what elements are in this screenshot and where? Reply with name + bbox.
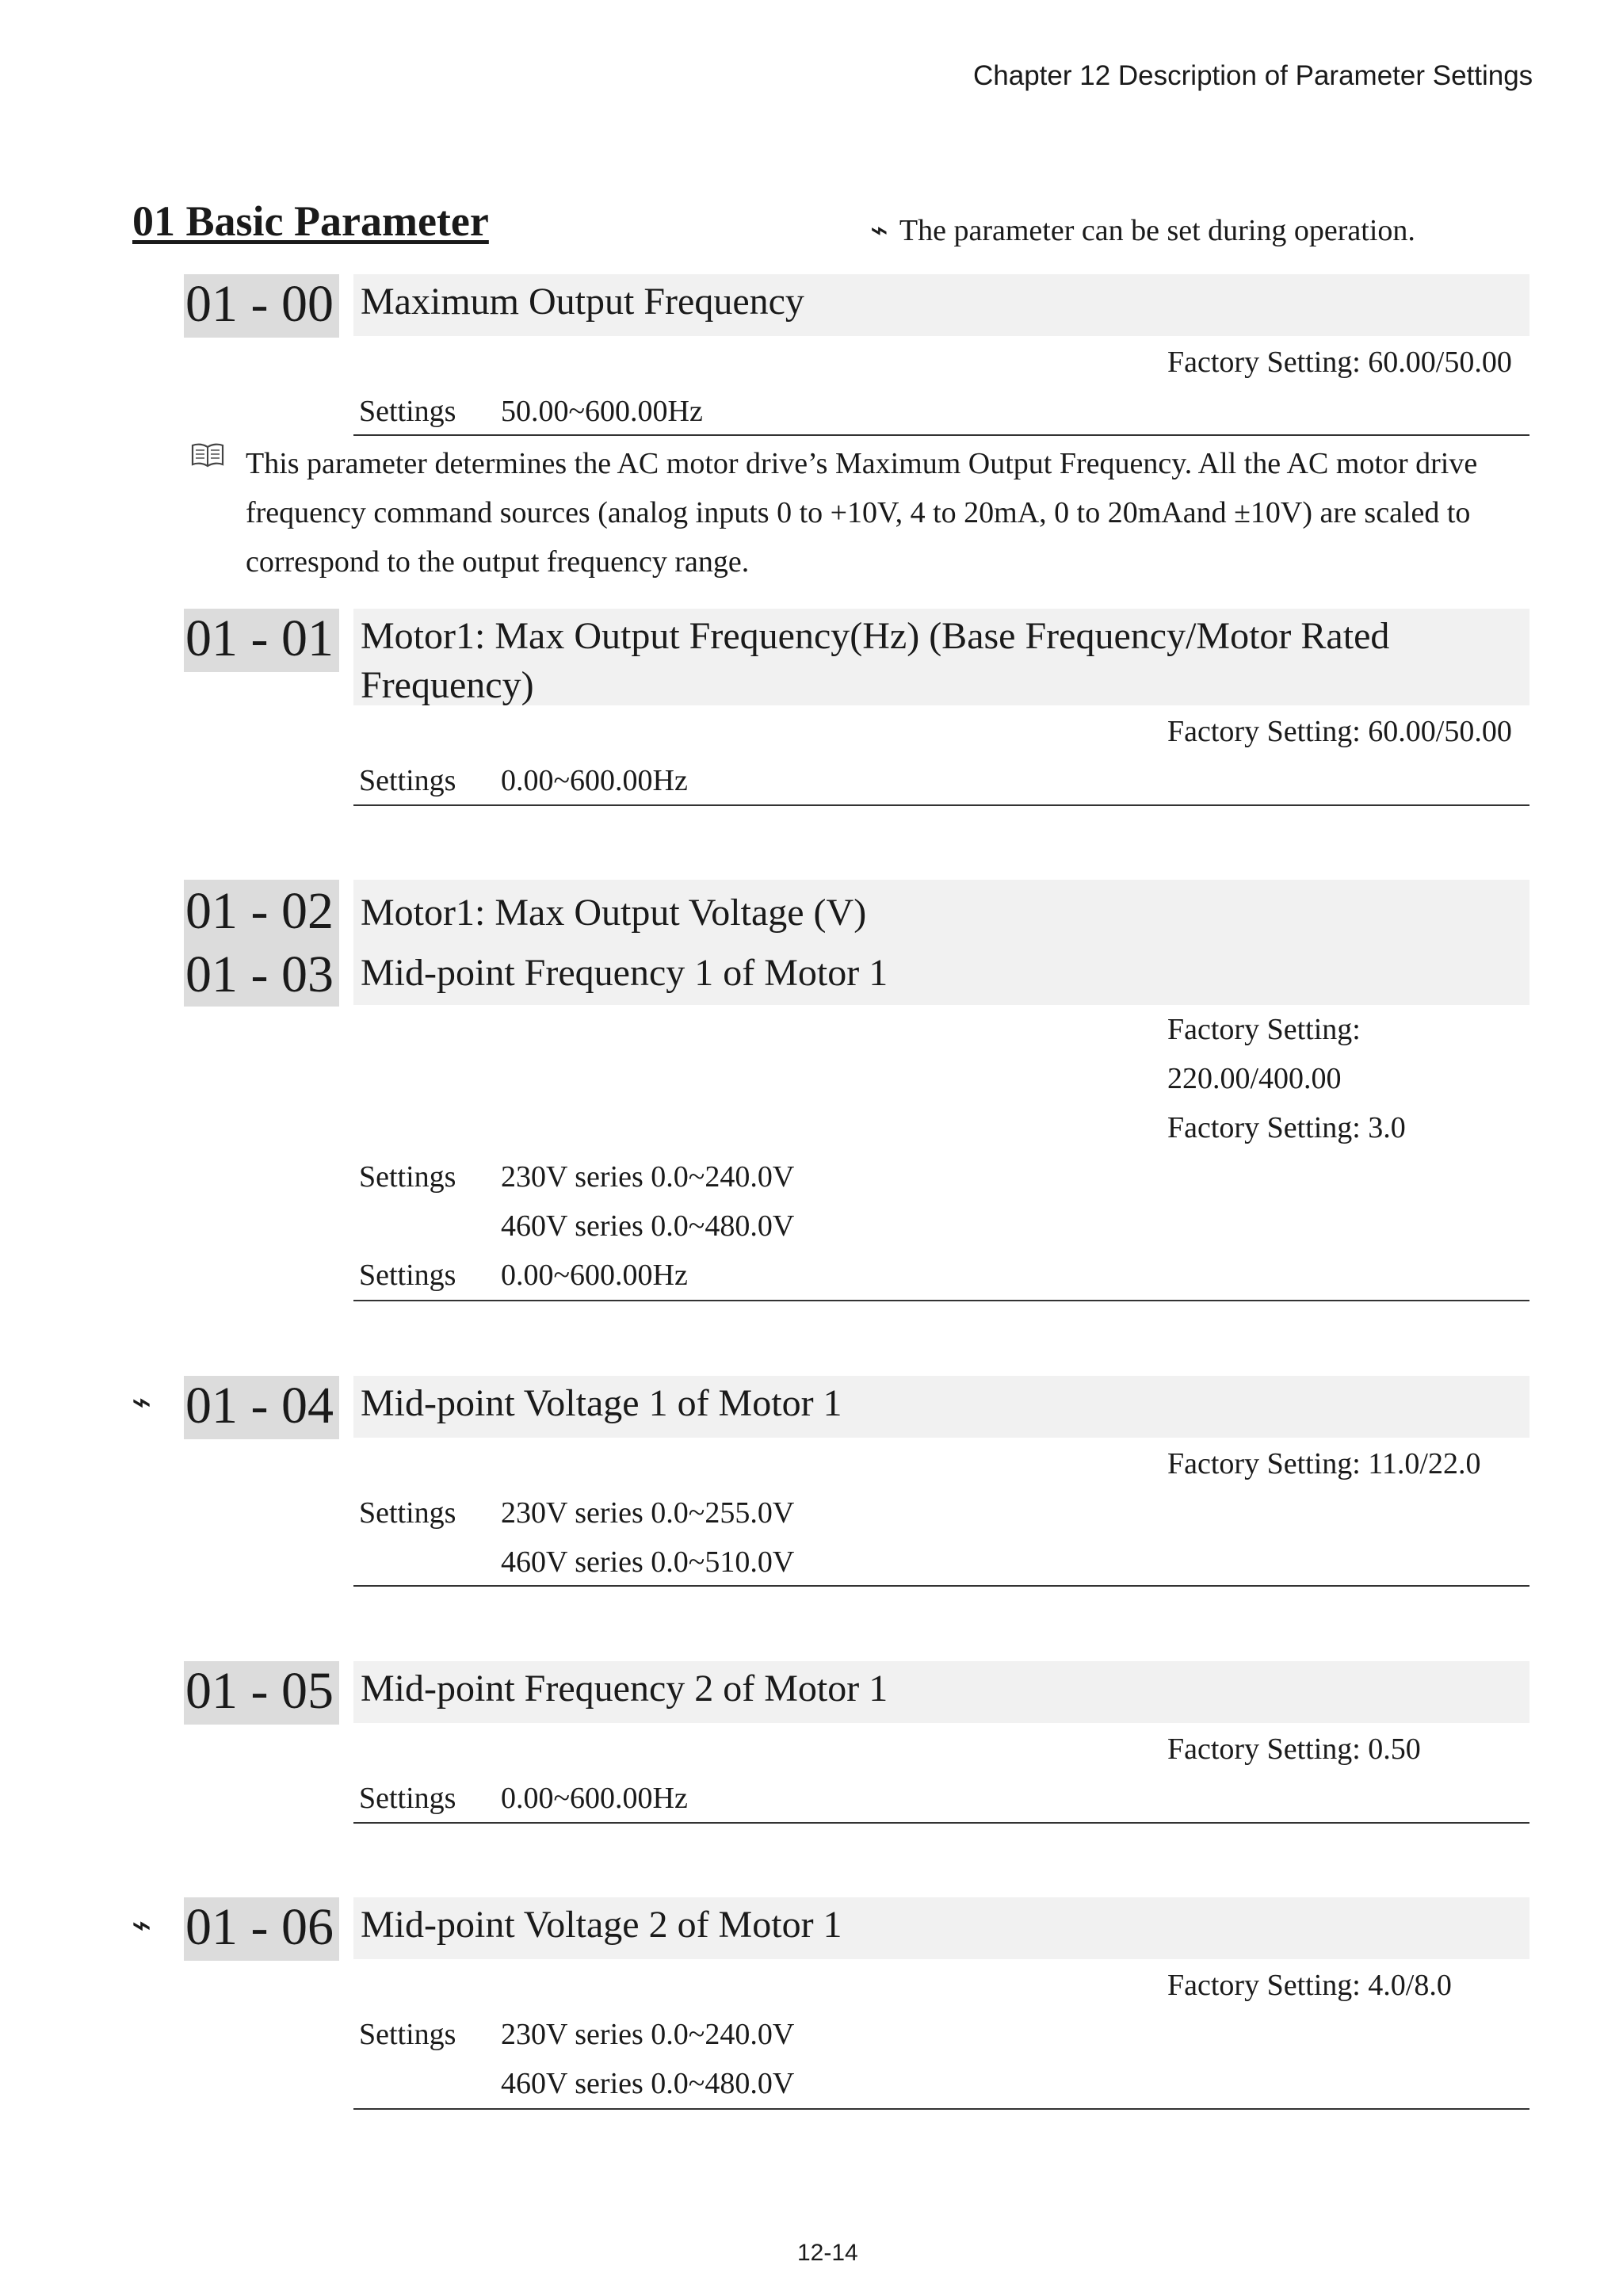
description-line: correspond to the output frequency range.	[246, 545, 750, 579]
settings-label: Settings	[359, 395, 456, 428]
settings-value: 50.00~600.00Hz	[501, 395, 703, 428]
divider	[353, 1300, 1529, 1301]
book-icon	[190, 442, 225, 473]
settings-value: 230V series 0.0~240.0V	[501, 1160, 795, 1194]
param-code-box	[184, 1661, 339, 1725]
divider	[353, 1822, 1529, 1824]
param-name-box	[353, 1376, 1529, 1438]
param-name-box	[353, 274, 1529, 336]
operation-note-text: The parameter can be set during operation.	[899, 213, 1415, 247]
param-code: 01 - 03	[185, 946, 334, 1003]
param-code: 01 - 00	[185, 275, 334, 333]
description-line: frequency command sources (analog inputs 0 to +10V, 4 to 20mA, 0 to 20mAand ±10V) are scaled to	[246, 496, 1471, 529]
param-name-line2: Frequency)	[361, 664, 534, 706]
param-name-box	[353, 880, 1529, 1005]
settings-value: 460V series 0.0~480.0V	[501, 2067, 795, 2100]
factory-setting: Factory Setting: 4.0/8.0	[1167, 1969, 1452, 2002]
param-code: 01 - 02	[185, 882, 334, 940]
divider	[353, 1585, 1529, 1587]
settings-value: 230V series 0.0~240.0V	[501, 2018, 795, 2051]
param-name: Mid-point Frequency 2 of Motor 1	[361, 1668, 888, 1710]
settings-value: 460V series 0.0~510.0V	[501, 1545, 795, 1579]
param-name: Mid-point Voltage 2 of Motor 1	[361, 1904, 842, 1946]
settings-label: Settings	[359, 1496, 456, 1530]
param-code-box	[184, 1897, 339, 1961]
param-name-box	[353, 609, 1529, 705]
param-name: Mid-point Frequency 1 of Motor 1	[361, 952, 888, 994]
description-line: This parameter determines the AC motor drive’s Maximum Output Frequency. All the AC motor drive	[246, 447, 1478, 480]
chapter-header: Chapter 12 Description of Parameter Settings	[973, 60, 1533, 91]
settings-label: Settings	[359, 1160, 456, 1194]
settings-label: Settings	[359, 1782, 456, 1815]
param-code-box	[184, 1376, 339, 1439]
param-name-box	[353, 1661, 1529, 1723]
param-code: 01 - 04	[185, 1377, 334, 1435]
factory-setting: Factory Setting:	[1167, 1013, 1361, 1046]
param-code: 01 - 05	[185, 1662, 334, 1720]
operation-symbol-icon: ⌁	[870, 214, 888, 247]
param-name: Mid-point Voltage 1 of Motor 1	[361, 1382, 842, 1424]
settings-value: 0.00~600.00Hz	[501, 1782, 688, 1815]
param-code-box	[184, 880, 339, 1007]
settings-value: 0.00~600.00Hz	[501, 764, 688, 797]
settings-value: 0.00~600.00Hz	[501, 1259, 688, 1292]
factory-setting: Factory Setting: 3.0	[1167, 1111, 1406, 1144]
divider	[353, 804, 1529, 806]
factory-setting: Factory Setting: 60.00/50.00	[1167, 346, 1512, 379]
settings-value: 230V series 0.0~255.0V	[501, 1496, 795, 1530]
operation-symbol-icon: ⌁	[132, 1908, 152, 1944]
operation-symbol-icon: ⌁	[132, 1385, 152, 1421]
divider	[353, 2108, 1529, 2110]
param-name: Maximum Output Frequency	[361, 281, 804, 323]
factory-setting: 220.00/400.00	[1167, 1062, 1342, 1095]
param-code-box	[184, 609, 339, 672]
factory-setting: Factory Setting: 60.00/50.00	[1167, 715, 1512, 748]
section-title: 01 Basic Parameter	[132, 197, 489, 245]
operation-note	[870, 212, 1415, 248]
settings-value: 460V series 0.0~480.0V	[501, 1209, 795, 1243]
param-code-box	[184, 274, 339, 338]
divider	[353, 434, 1529, 436]
param-name: Motor1: Max Output Voltage (V)	[361, 892, 867, 934]
page-number: 12-14	[797, 2240, 858, 2266]
param-name-line1: Motor1: Max Output Frequency(Hz) (Base Frequency/Motor Rated	[361, 615, 1390, 657]
settings-label: Settings	[359, 764, 456, 797]
settings-label: Settings	[359, 2018, 456, 2051]
factory-setting: Factory Setting: 11.0/22.0	[1167, 1447, 1481, 1480]
param-name-box	[353, 1897, 1529, 1959]
param-code: 01 - 01	[185, 609, 334, 667]
param-code: 01 - 06	[185, 1898, 334, 1956]
factory-setting: Factory Setting: 0.50	[1167, 1733, 1421, 1766]
settings-label: Settings	[359, 1259, 456, 1292]
